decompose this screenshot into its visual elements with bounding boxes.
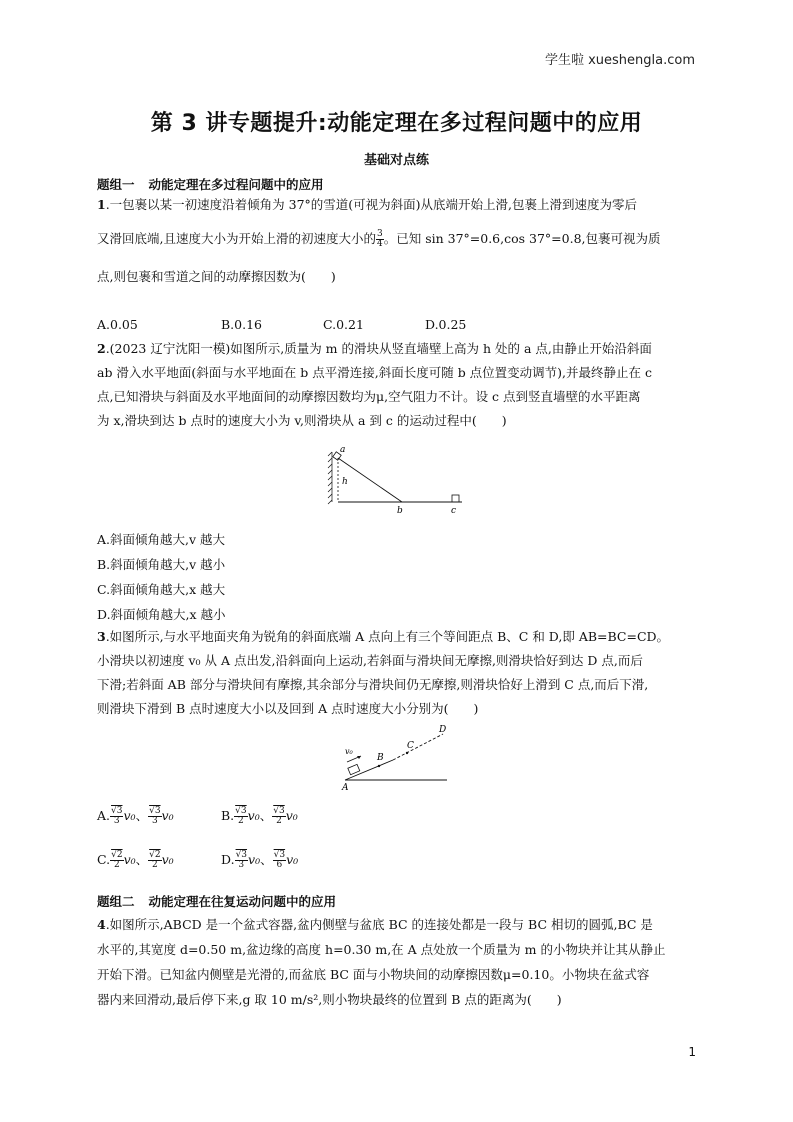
q3-incline-figure	[335, 720, 455, 792]
q1-option-d[interactable]: D.0.25	[425, 317, 467, 332]
frac-numerator: 3	[376, 229, 383, 239]
frac-numerator: √3	[273, 806, 285, 816]
frac-numerator: √3	[235, 806, 247, 816]
q2-option-b[interactable]: B.斜面倾角越大,v 越小	[97, 557, 226, 572]
frac-numerator: √3	[111, 806, 123, 816]
label-h: h	[342, 477, 348, 487]
frac-numerator: √3	[273, 850, 286, 860]
v0-symbol: v₀	[123, 852, 136, 867]
q1-text2b: 。已知 sin 37°=0.6,cos 37°=0.8,包裹可视为质	[383, 231, 661, 246]
fraction	[148, 807, 161, 826]
label-c: c	[451, 506, 457, 516]
v0-symbol: v₀	[286, 852, 299, 867]
q3-option-a[interactable]	[97, 806, 174, 826]
block-at-c	[452, 495, 459, 502]
label-B: B	[377, 753, 384, 763]
label-A: A	[342, 783, 349, 792]
slider-block	[348, 764, 360, 774]
v0-symbol: v₀	[247, 808, 260, 823]
q1-line3: 点,则包裹和雪道之间的动摩擦因数为( )	[97, 269, 336, 284]
option-letter: B.	[221, 808, 235, 823]
v0-symbol: v₀	[248, 852, 261, 867]
v0-symbol: v₀	[123, 808, 136, 823]
page-title: 第 3 讲专题提升:动能定理在多过程问题中的应用	[150, 111, 643, 136]
q4-line2: 水平的,其宽度 d=0.50 m,盆边缘的高度 h=0.30 m,在 A 点处放一个质量为 m 的小物块并让其从静止	[97, 942, 666, 957]
q2-line3: 点,已知滑块与斜面及水平地面间的动摩擦因数均为μ,空气阻力不计。设 c 点到竖直墙壁的水平距离	[97, 389, 641, 404]
separator: 、	[135, 852, 149, 867]
q2-incline-figure	[320, 442, 470, 517]
option-letter: C.	[97, 852, 111, 867]
q4-line3: 开始下滑。已知盆内侧壁是光滑的,而盆底 BC 面与小物块间的动摩擦因数μ=0.10。小物块在盆式容	[97, 967, 650, 982]
q4-text1: .如图所示,ABCD 是一个盆式容器,盆内侧壁与盆底 BC 的连接处都是一段与 BC 相切的圆弧,BC 是	[105, 917, 653, 932]
q1-text1: .一包裹以某一初速度沿着倾角为 37°的雪道(可视为斜面)从底端开始上滑,包裹上滑到速度为零后	[105, 197, 638, 212]
q3-line3: 下滑;若斜面 AB 部分与滑块间有摩擦,其余部分与滑块间仍无摩擦,则滑块恰好上滑到 C 点,而后下滑,	[97, 677, 649, 692]
group-2-label: 题组二	[97, 894, 135, 909]
v0-symbol: v₀	[161, 808, 174, 823]
q2-option-a[interactable]: A.斜面倾角越大,v 越大	[97, 532, 226, 547]
q3-number: 3	[97, 629, 106, 644]
q3-line4: 则滑块下滑到 B 点时速度大小以及回到 A 点时速度大小分别为( )	[97, 701, 479, 716]
q1-text2a: 又滑回底端,且速度大小为开始上滑的初速度大小的	[97, 231, 376, 246]
q2-option-c[interactable]: C.斜面倾角越大,x 越大	[97, 582, 226, 597]
label-a: a	[340, 445, 346, 455]
fraction	[234, 807, 247, 826]
separator: 、	[259, 808, 273, 823]
v0-symbol: v₀	[161, 852, 174, 867]
q4-number: 4	[97, 917, 106, 932]
q1-option-c[interactable]: C.0.21	[323, 317, 364, 332]
q1-option-b[interactable]: B.0.16	[221, 317, 262, 332]
group-2-heading	[97, 892, 336, 910]
q1-line1	[97, 197, 637, 213]
label-C: C	[407, 741, 414, 751]
option-letter: A.	[97, 808, 111, 823]
option-letter: D.	[221, 852, 235, 867]
frac-denominator: 2	[276, 816, 282, 826]
q2-line1	[97, 341, 652, 357]
fraction	[235, 851, 248, 870]
q2-line2: ab 滑入水平地面(斜面与水平地面在 b 点平滑连接,斜面长度可随 b 点位置变动调节),并最终静止在 c	[97, 365, 653, 380]
q2-option-d[interactable]: D.斜面倾角越大,x 越小	[97, 607, 226, 622]
frac-denominator: 2	[152, 860, 158, 870]
label-v0: v₀	[345, 747, 353, 756]
frac-denominator: 2	[238, 816, 244, 826]
q4-line4: 器内来回滑动,最后停下来,g 取 10 m/s²,则小物块最终的位置到 B 点的距离为( )	[97, 992, 562, 1007]
q3-option-c[interactable]	[97, 850, 174, 870]
fraction	[272, 807, 285, 826]
fraction	[148, 851, 161, 870]
fraction	[273, 851, 286, 870]
q3-line2: 小滑块以初速度 v₀ 从 A 点出发,沿斜面向上运动,若斜面与滑块间无摩擦,则滑块恰好到达 D 点,而后	[97, 653, 643, 668]
frac-denominator: 4	[376, 239, 383, 249]
q3-option-b[interactable]	[221, 806, 298, 826]
frac-numerator: √2	[149, 850, 161, 860]
q1-option-a[interactable]: A.0.05	[97, 317, 138, 332]
group-2-text: 动能定理在往复运动问题中的应用	[148, 894, 337, 909]
incline-dashed	[393, 734, 443, 760]
q3-text1: .如图所示,与水平地面夹角为锐角的斜面底端 A 点向上有三个等间距点 B、C 和 D,即 AB=BC=CD。	[105, 629, 670, 644]
frac-denominator: 3	[238, 860, 245, 870]
group-1-text: 动能定理在多过程问题中的应用	[148, 177, 324, 192]
q1-line2	[97, 230, 661, 249]
group-1-heading	[97, 175, 324, 193]
label-b: b	[397, 506, 403, 516]
q3-line1	[97, 629, 669, 645]
frac-numerator: √3	[235, 850, 248, 860]
v0-symbol: v₀	[285, 808, 298, 823]
q3-option-d[interactable]	[221, 850, 298, 870]
frac-numerator: √3	[149, 806, 161, 816]
label-D: D	[439, 725, 447, 735]
point-c	[406, 752, 408, 754]
frac-denominator: 6	[276, 860, 283, 870]
group-1-label: 题组一	[97, 177, 135, 192]
fraction	[110, 851, 123, 870]
q2-line4: 为 x,滑块到达 b 点时的速度大小为 v,则滑块从 a 到 c 的运动过程中( )	[97, 413, 507, 428]
q4-line1	[97, 917, 653, 933]
q2-text1: .(2023 辽宁沈阳一模)如图所示,质量为 m 的滑块从竖直墙壁上高为 h 处的 a 点,由静止开始沿斜面	[105, 341, 652, 356]
watermark: 学生啦 xueshengla.com	[544, 53, 695, 68]
frac-denominator: 3	[113, 816, 120, 826]
fraction-3-4	[376, 230, 384, 249]
wall-hatching	[328, 452, 332, 504]
frac-denominator: 2	[113, 860, 120, 870]
q1-number: 1	[97, 197, 106, 212]
frac-numerator: √2	[111, 850, 123, 860]
incline-solid	[345, 760, 393, 780]
page-number: 1	[688, 1045, 696, 1059]
q2-number: 2	[97, 341, 106, 356]
fraction	[110, 807, 123, 826]
frac-denominator: 3	[151, 816, 158, 826]
separator: 、	[135, 808, 149, 823]
separator: 、	[260, 852, 273, 867]
point-b	[378, 765, 380, 767]
section-subtitle: 基础对点练	[363, 153, 429, 168]
